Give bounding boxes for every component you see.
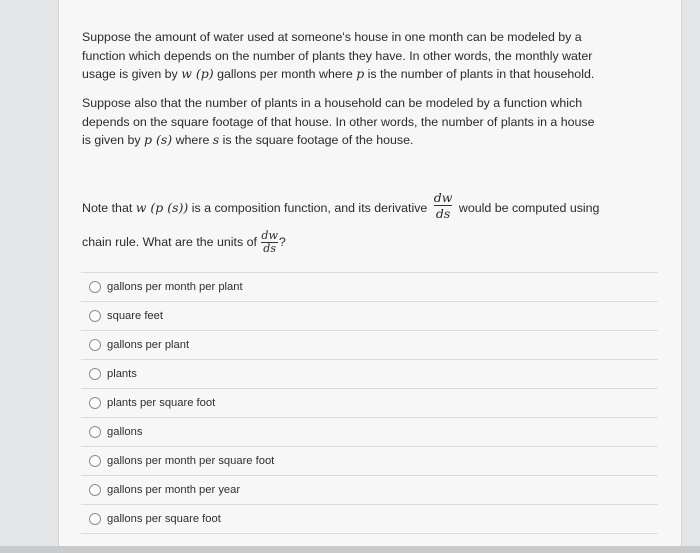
question-text: ? <box>278 234 286 249</box>
note-text: is a composition function, and its derivative <box>188 200 428 215</box>
note-line <box>82 190 600 223</box>
math-expression: w (p) <box>181 66 214 81</box>
paragraph-text: gallons per month where <box>213 67 357 81</box>
question-card <box>58 0 682 546</box>
math-expression: p (s) <box>143 132 173 147</box>
bottom-toolbar <box>0 546 700 553</box>
math-expression: w (p (s)) <box>135 199 189 215</box>
option-gallons-per-square-foot[interactable] <box>81 505 658 533</box>
option-gallons-per-month-per-plant[interactable] <box>81 273 658 301</box>
option-gallons-per-month-per-square-foot[interactable] <box>81 447 658 475</box>
option-label: gallons per month per year <box>107 484 241 496</box>
radio-button[interactable] <box>89 310 101 322</box>
radio-button[interactable] <box>89 455 101 467</box>
fraction-numerator: dw <box>433 190 453 205</box>
option-label: gallons <box>107 426 143 438</box>
radio-button[interactable] <box>89 397 101 409</box>
note-text: Note that <box>82 200 136 215</box>
divider <box>81 533 658 534</box>
note-text: would be computed using <box>458 200 600 215</box>
option-gallons-per-plant[interactable] <box>81 331 658 359</box>
option-label: gallons per plant <box>107 339 190 351</box>
math-expression: p <box>356 66 365 81</box>
radio-button[interactable] <box>89 513 101 525</box>
paragraph-text: Suppose the amount of water used at someone's house in one month can be modeled by a function which depends on the number of plants they have. In other words, the monthly water usage is given by <box>82 30 593 81</box>
derivative-fraction <box>261 231 277 254</box>
question-paragraph-1 <box>82 28 602 84</box>
fraction-numerator: dw <box>261 229 278 242</box>
paragraph-text: is the number of plants in that household. <box>364 67 595 81</box>
chain-rule-question <box>82 231 286 254</box>
option-plants-per-square-foot[interactable] <box>81 389 658 417</box>
option-label: plants <box>107 368 137 380</box>
option-label: gallons per month per plant <box>107 281 243 293</box>
question-text: chain rule. What are the units of <box>82 234 257 249</box>
option-plants[interactable] <box>81 360 658 388</box>
radio-button[interactable] <box>89 281 101 293</box>
option-label: gallons per square foot <box>107 513 221 525</box>
radio-button[interactable] <box>89 426 101 438</box>
radio-button[interactable] <box>89 368 101 380</box>
option-label: gallons per month per square foot <box>107 455 275 467</box>
fraction-denominator: ds <box>263 242 276 255</box>
option-gallons[interactable] <box>81 418 658 446</box>
radio-button[interactable] <box>89 339 101 351</box>
fraction-denominator: ds <box>435 206 451 221</box>
option-square-feet[interactable] <box>81 302 658 330</box>
derivative-fraction <box>434 191 453 220</box>
paragraph-text: where <box>172 133 213 147</box>
radio-button[interactable] <box>89 484 101 496</box>
option-label: plants per square foot <box>107 397 216 409</box>
math-expression: s <box>212 132 220 147</box>
paragraph-text: is the square footage of the house. <box>219 133 414 147</box>
option-gallons-per-month-per-year[interactable] <box>81 476 658 504</box>
question-paragraph-2 <box>82 94 602 150</box>
option-label: square feet <box>107 310 163 322</box>
paragraph-text: Suppose also that the number of plants in a household can be modeled by a function which depends on the square footage of that house. In other words, the number of plants in a house is given by <box>82 96 595 147</box>
